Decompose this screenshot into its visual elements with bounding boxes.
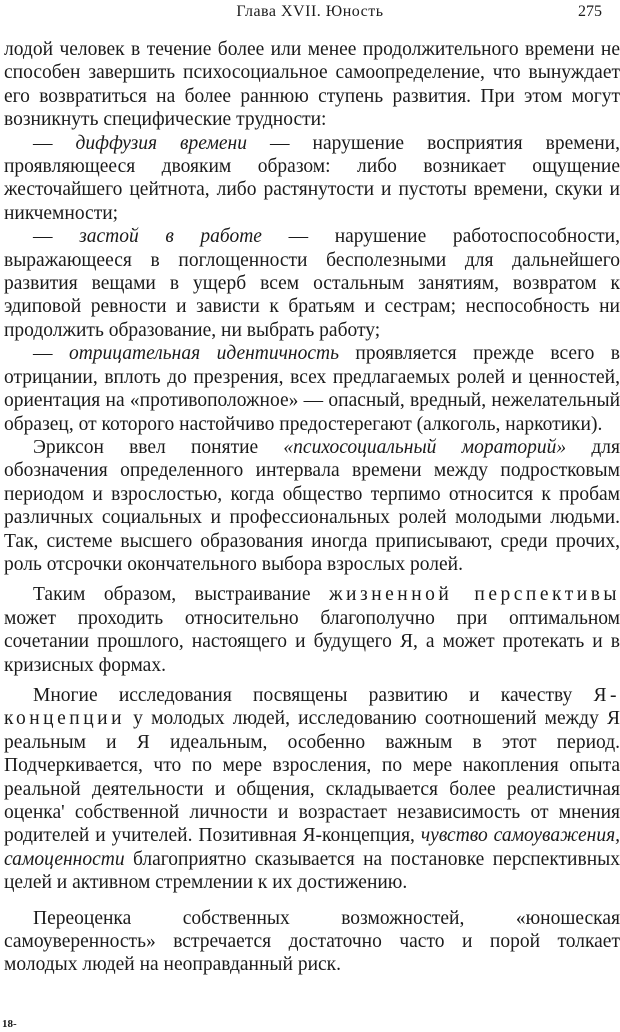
paragraph-text: лодой человек в течение более или менее продолжительного времени не способен завершить психосоциальное самоопределение, что вынуждает его возвратиться на более раннюю ступень развития. При этом могут возникнуть специфические трудности: <box>4 39 620 131</box>
term-self-esteem: чувство самоуважения, самоценности <box>4 825 620 870</box>
term-moratorium: «психосоциальный мораторий» <box>283 436 567 458</box>
paragraph-text: проявляется прежде всего в отрицании, вплоть до презрения, всех предлагаемых ролей и ценностей, ориентация на «противоположное» — опасный, вредный, нежелательный образец, от которого настойчиво предостерегают (алкоголь, наркотики). <box>4 343 620 435</box>
paragraph-continuation <box>4 38 620 132</box>
page-number: 275 <box>578 3 602 20</box>
paragraph-text: Таким образом, выстраивание <box>33 584 330 606</box>
paragraph-text: Переоценка собственных возможностей, «юношеская самоуверенность» встречается достаточно часто и порой толкает молодых людей на неоправданный риск. <box>4 907 620 976</box>
paragraph-text: — нарушение восприятия времени, проявляющееся двояким образом: либо возникает ощущение жесточайшего цейтнота, либо растянутости и пустоты времени, скуки и никчемности; <box>4 132 620 224</box>
paragraph-text: благоприятно сказывается на постановке перспективных целей и активном стремлении к их достижению. <box>4 848 620 894</box>
body-text <box>4 38 620 977</box>
list-dash: — <box>33 226 80 248</box>
paragraph-self-concept <box>4 684 620 895</box>
paragraph-moratorium <box>4 436 620 576</box>
term-time-diffusion: диффузия времени <box>75 132 247 154</box>
page-header <box>0 1 620 25</box>
paragraph-time-diffusion <box>4 132 620 226</box>
term-life-perspective: жизненной перспективы <box>329 584 620 606</box>
running-head: Глава XVII. Юность <box>236 3 384 20</box>
term-work-stagnation: застой в работе <box>79 226 262 248</box>
term-self-concept: Я-концепции <box>4 684 620 730</box>
paragraph-negative-identity <box>4 342 620 436</box>
list-dash: — <box>33 343 69 365</box>
list-dash: — <box>33 132 76 154</box>
paragraph-text: Эриксон ввел понятие <box>33 436 284 458</box>
paragraph-text: у молодых людей, исследованию соотношений между Я реальным и Я идеальным, особенно важным в этот период. Подчеркивается, что по мере взросления, по мере накопления опыта реальной деятельности и общения, складывается более реалистичная оценка' собственной личности и возрастает независимость от мнения родителей и учителей. Позитивная Я-концепция, <box>4 708 620 847</box>
signature-mark: 18- <box>2 1018 17 1030</box>
paragraph-work-stagnation <box>4 225 620 342</box>
paragraph-overestimation <box>4 907 620 977</box>
term-negative-identity: отрицательная идентичность <box>68 343 339 365</box>
paragraph-text: для обозначения определенного интервала времени между подростковым периодом и взрослостью, когда общество терпимо относится к пробам различных социальных и профессиональных ролей молодыми людьми. Так, системе высшего образования иногда приписывают, среди прочих, роль отсрочки окончательного выбора взрослых ролей. <box>4 436 620 575</box>
paragraph-life-perspective <box>4 583 620 677</box>
paragraph-text: может проходить относительно благополучно при оптимальном сочетании прошлого, настоящего и будущего Я, а может протекать и в кризисных формах. <box>4 607 620 676</box>
paragraph-text: Многие исследования посвящены развитию и качеству <box>33 684 594 706</box>
paragraph-text: — нарушение работоспособности, выражающееся в поглощенности бесполезными для дальнейшего развития вещами в ущерб всем остальным занятиям, возвратом к эдиповой ревности и зависти к братьям и сестрам; неспособность ни продолжить образование, ни выбрать работу; <box>4 226 620 341</box>
